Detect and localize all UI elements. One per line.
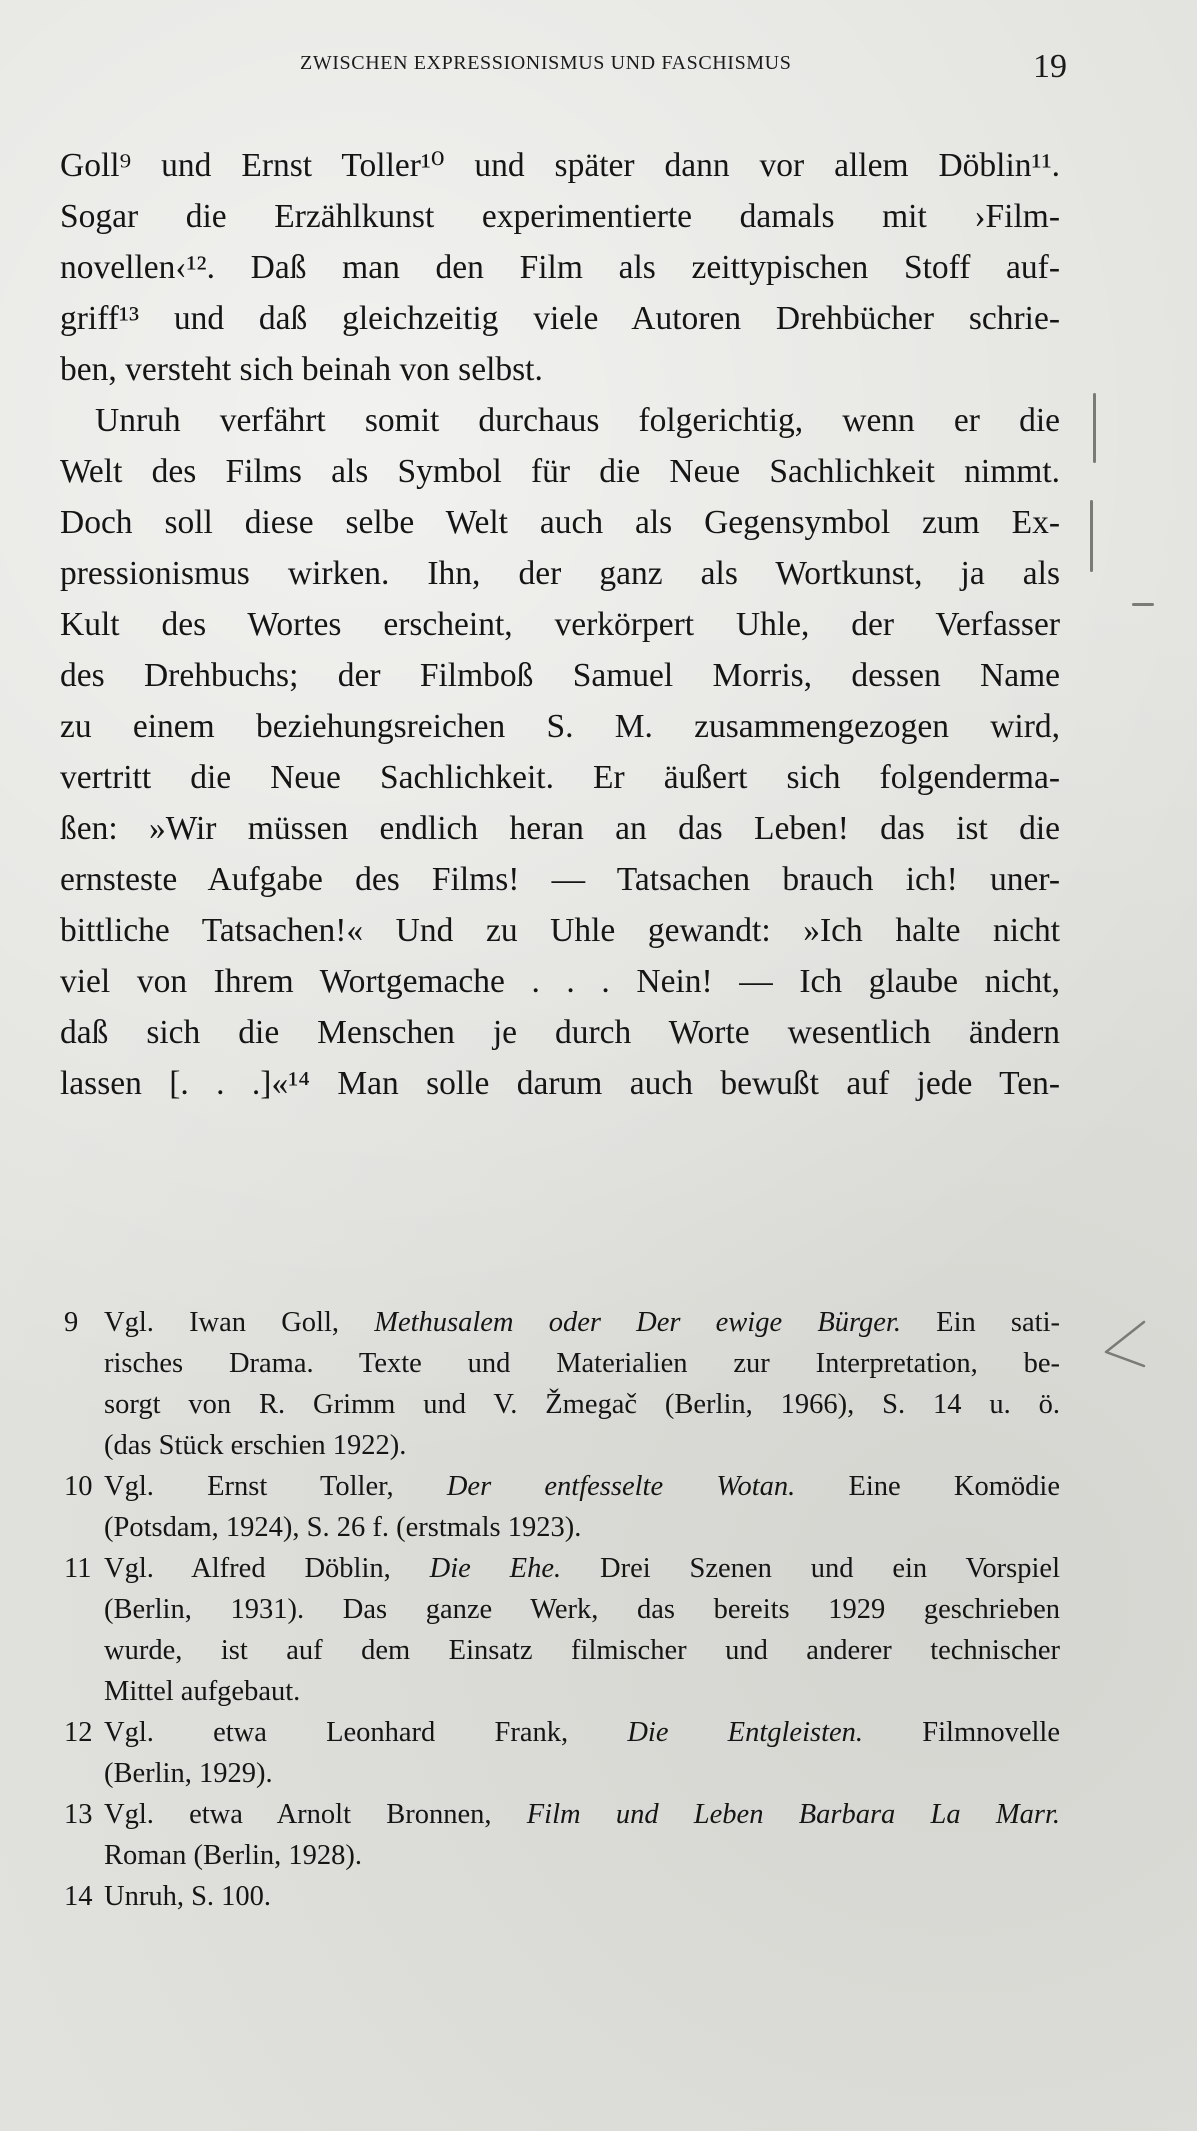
footnote — [64, 1466, 1060, 1548]
footnote-line — [104, 1835, 1060, 1876]
running-head: ZWISCHEN EXPRESSIONISMUS UND FASCHISMUS — [300, 52, 792, 74]
body-line: Unruh verfährt somit durchaus folgerichtig, wenn er die — [95, 402, 1060, 439]
body-line: Goll⁹ und Ernst Toller¹⁰ und später dann vor allem Döblin¹¹. — [60, 147, 1060, 184]
footnote-text: (Berlin, 1929). — [104, 1758, 273, 1789]
footnote-line — [104, 1794, 1060, 1835]
footnote-line — [104, 1302, 1060, 1343]
cited-title: Film und Leben Barbara La Marr. — [526, 1799, 1060, 1830]
footnote-text: Vgl. etwa Arnolt Bronnen, — [104, 1799, 527, 1830]
footnote-line — [104, 1548, 1060, 1589]
body-line: Sogar die Erzählkunst experimentierte damals mit ›Film- — [60, 198, 1060, 235]
footnote-line — [104, 1466, 1060, 1507]
footnote-line — [104, 1630, 1060, 1671]
footnote-body — [104, 1794, 1060, 1876]
cited-title: Der entfesselte Wotan. — [446, 1471, 796, 1502]
page-number: 19 — [1033, 48, 1067, 85]
footnote-text: Unruh, S. 100. — [104, 1881, 272, 1912]
footnote-number: 14 — [64, 1881, 93, 1912]
footnote-line — [104, 1425, 1060, 1466]
footnote-text: wurde, ist auf dem Einsatz filmischer und anderer technischer — [104, 1635, 1060, 1666]
footnote — [64, 1548, 1060, 1712]
body-line: pressionismus wirken. Ihn, der ganz als Wortkunst, ja als — [60, 555, 1060, 592]
footnote-line — [104, 1343, 1060, 1384]
pencil-angle-mark — [1100, 1318, 1150, 1370]
body-line: bittliche Tatsachen!« Und zu Uhle gewandt: »Ich halte nicht — [60, 912, 1060, 949]
cited-title: Die Ehe. — [429, 1553, 562, 1584]
footnote-text: sorgt von R. Grimm und V. Žmegač (Berlin, 1966), S. 14 u. ö. — [104, 1389, 1060, 1420]
body-line: lassen [. . .]«¹⁴ Man solle darum auch bewußt auf jede Ten- — [60, 1065, 1060, 1102]
body-line: daß sich die Menschen je durch Worte wesentlich ändern — [60, 1014, 1060, 1051]
footnote-body — [104, 1302, 1060, 1466]
footnote-line — [104, 1753, 1060, 1794]
footnote-number: 11 — [64, 1553, 92, 1584]
footnote-text: Vgl. etwa Leonhard Frank, — [104, 1717, 628, 1748]
body-line: ßen: »Wir müssen endlich heran an das Leben! das ist die — [60, 810, 1060, 847]
footnote-line — [104, 1671, 1060, 1712]
footnote-body — [104, 1876, 1060, 1917]
footnote-body — [104, 1548, 1060, 1712]
body-line: Doch soll diese selbe Welt auch als Gegensymbol zum Ex- — [60, 504, 1060, 541]
body-line: Welt des Films als Symbol für die Neue Sachlichkeit nimmt. — [60, 453, 1060, 490]
footnote-text: (Potsdam, 1924), S. 26 f. (erstmals 1923). — [104, 1512, 582, 1543]
footnote-text: Roman (Berlin, 1928). — [104, 1840, 363, 1871]
body-line: ben, versteht sich beinah von selbst. — [60, 351, 543, 388]
footnote-text: Vgl. Alfred Döblin, — [104, 1553, 430, 1584]
footnote-number: 12 — [64, 1717, 93, 1748]
footnote-body — [104, 1712, 1060, 1794]
footnote-line — [104, 1384, 1060, 1425]
footnote-text: Vgl. Ernst Toller, — [104, 1471, 447, 1502]
footnote-text: Ein sati- — [900, 1307, 1060, 1338]
footnote-number: 9 — [64, 1307, 79, 1338]
cited-title: Die Entgleisten. — [627, 1717, 864, 1748]
footnote-text: (Berlin, 1931). Das ganze Werk, das bereits 1929 geschrieben — [104, 1594, 1060, 1625]
footnote-line — [104, 1876, 1060, 1917]
footnote — [64, 1794, 1060, 1876]
footnote — [64, 1876, 1060, 1917]
footnote-text: risches Drama. Texte und Materialien zur Interpretation, be- — [104, 1348, 1060, 1379]
footnote-number: 10 — [64, 1471, 93, 1502]
footnote-line — [104, 1507, 1060, 1548]
footnote-text: Eine Komödie — [795, 1471, 1061, 1502]
footnote-body — [104, 1466, 1060, 1548]
footnote-line — [104, 1589, 1060, 1630]
body-line: des Drehbuchs; der Filmboß Samuel Morris, dessen Name — [60, 657, 1060, 694]
body-line: Kult des Wortes erscheint, verkörpert Uhle, der Verfasser — [60, 606, 1060, 643]
footnote — [64, 1302, 1060, 1466]
footnotes — [64, 1302, 1060, 1917]
footnote-text: (das Stück erschien 1922). — [104, 1430, 407, 1461]
footnote-text: Mittel aufgebaut. — [104, 1676, 301, 1707]
cited-title: Methusalem oder Der ewige Bürger. — [374, 1307, 901, 1338]
footnote — [64, 1712, 1060, 1794]
footnote-line — [104, 1712, 1060, 1753]
body-line: novellen‹¹². Daß man den Film als zeittypischen Stoff auf- — [60, 249, 1060, 286]
pencil-margin-mark — [1090, 500, 1093, 572]
body-text — [60, 140, 1060, 1109]
body-line: vertritt die Neue Sachlichkeit. Er äußert sich folgenderma- — [60, 759, 1060, 796]
pencil-margin-mark — [1132, 603, 1154, 606]
body-line: griff¹³ und daß gleichzeitig viele Autoren Drehbücher schrie- — [60, 300, 1060, 337]
footnote-text: Vgl. Iwan Goll, — [104, 1307, 375, 1338]
footnote-number: 13 — [64, 1799, 93, 1830]
footnote-text: Filmnovelle — [863, 1717, 1060, 1748]
pencil-margin-mark — [1093, 393, 1096, 463]
body-line: viel von Ihrem Wortgemache . . . Nein! — Ich glaube nicht, — [60, 963, 1060, 1000]
body-line: ernsteste Aufgabe des Films! — Tatsachen brauch ich! uner- — [60, 861, 1060, 898]
footnote-text: Drei Szenen und ein Vorspiel — [561, 1553, 1060, 1584]
body-line: zu einem beziehungsreichen S. M. zusammengezogen wird, — [60, 708, 1060, 745]
